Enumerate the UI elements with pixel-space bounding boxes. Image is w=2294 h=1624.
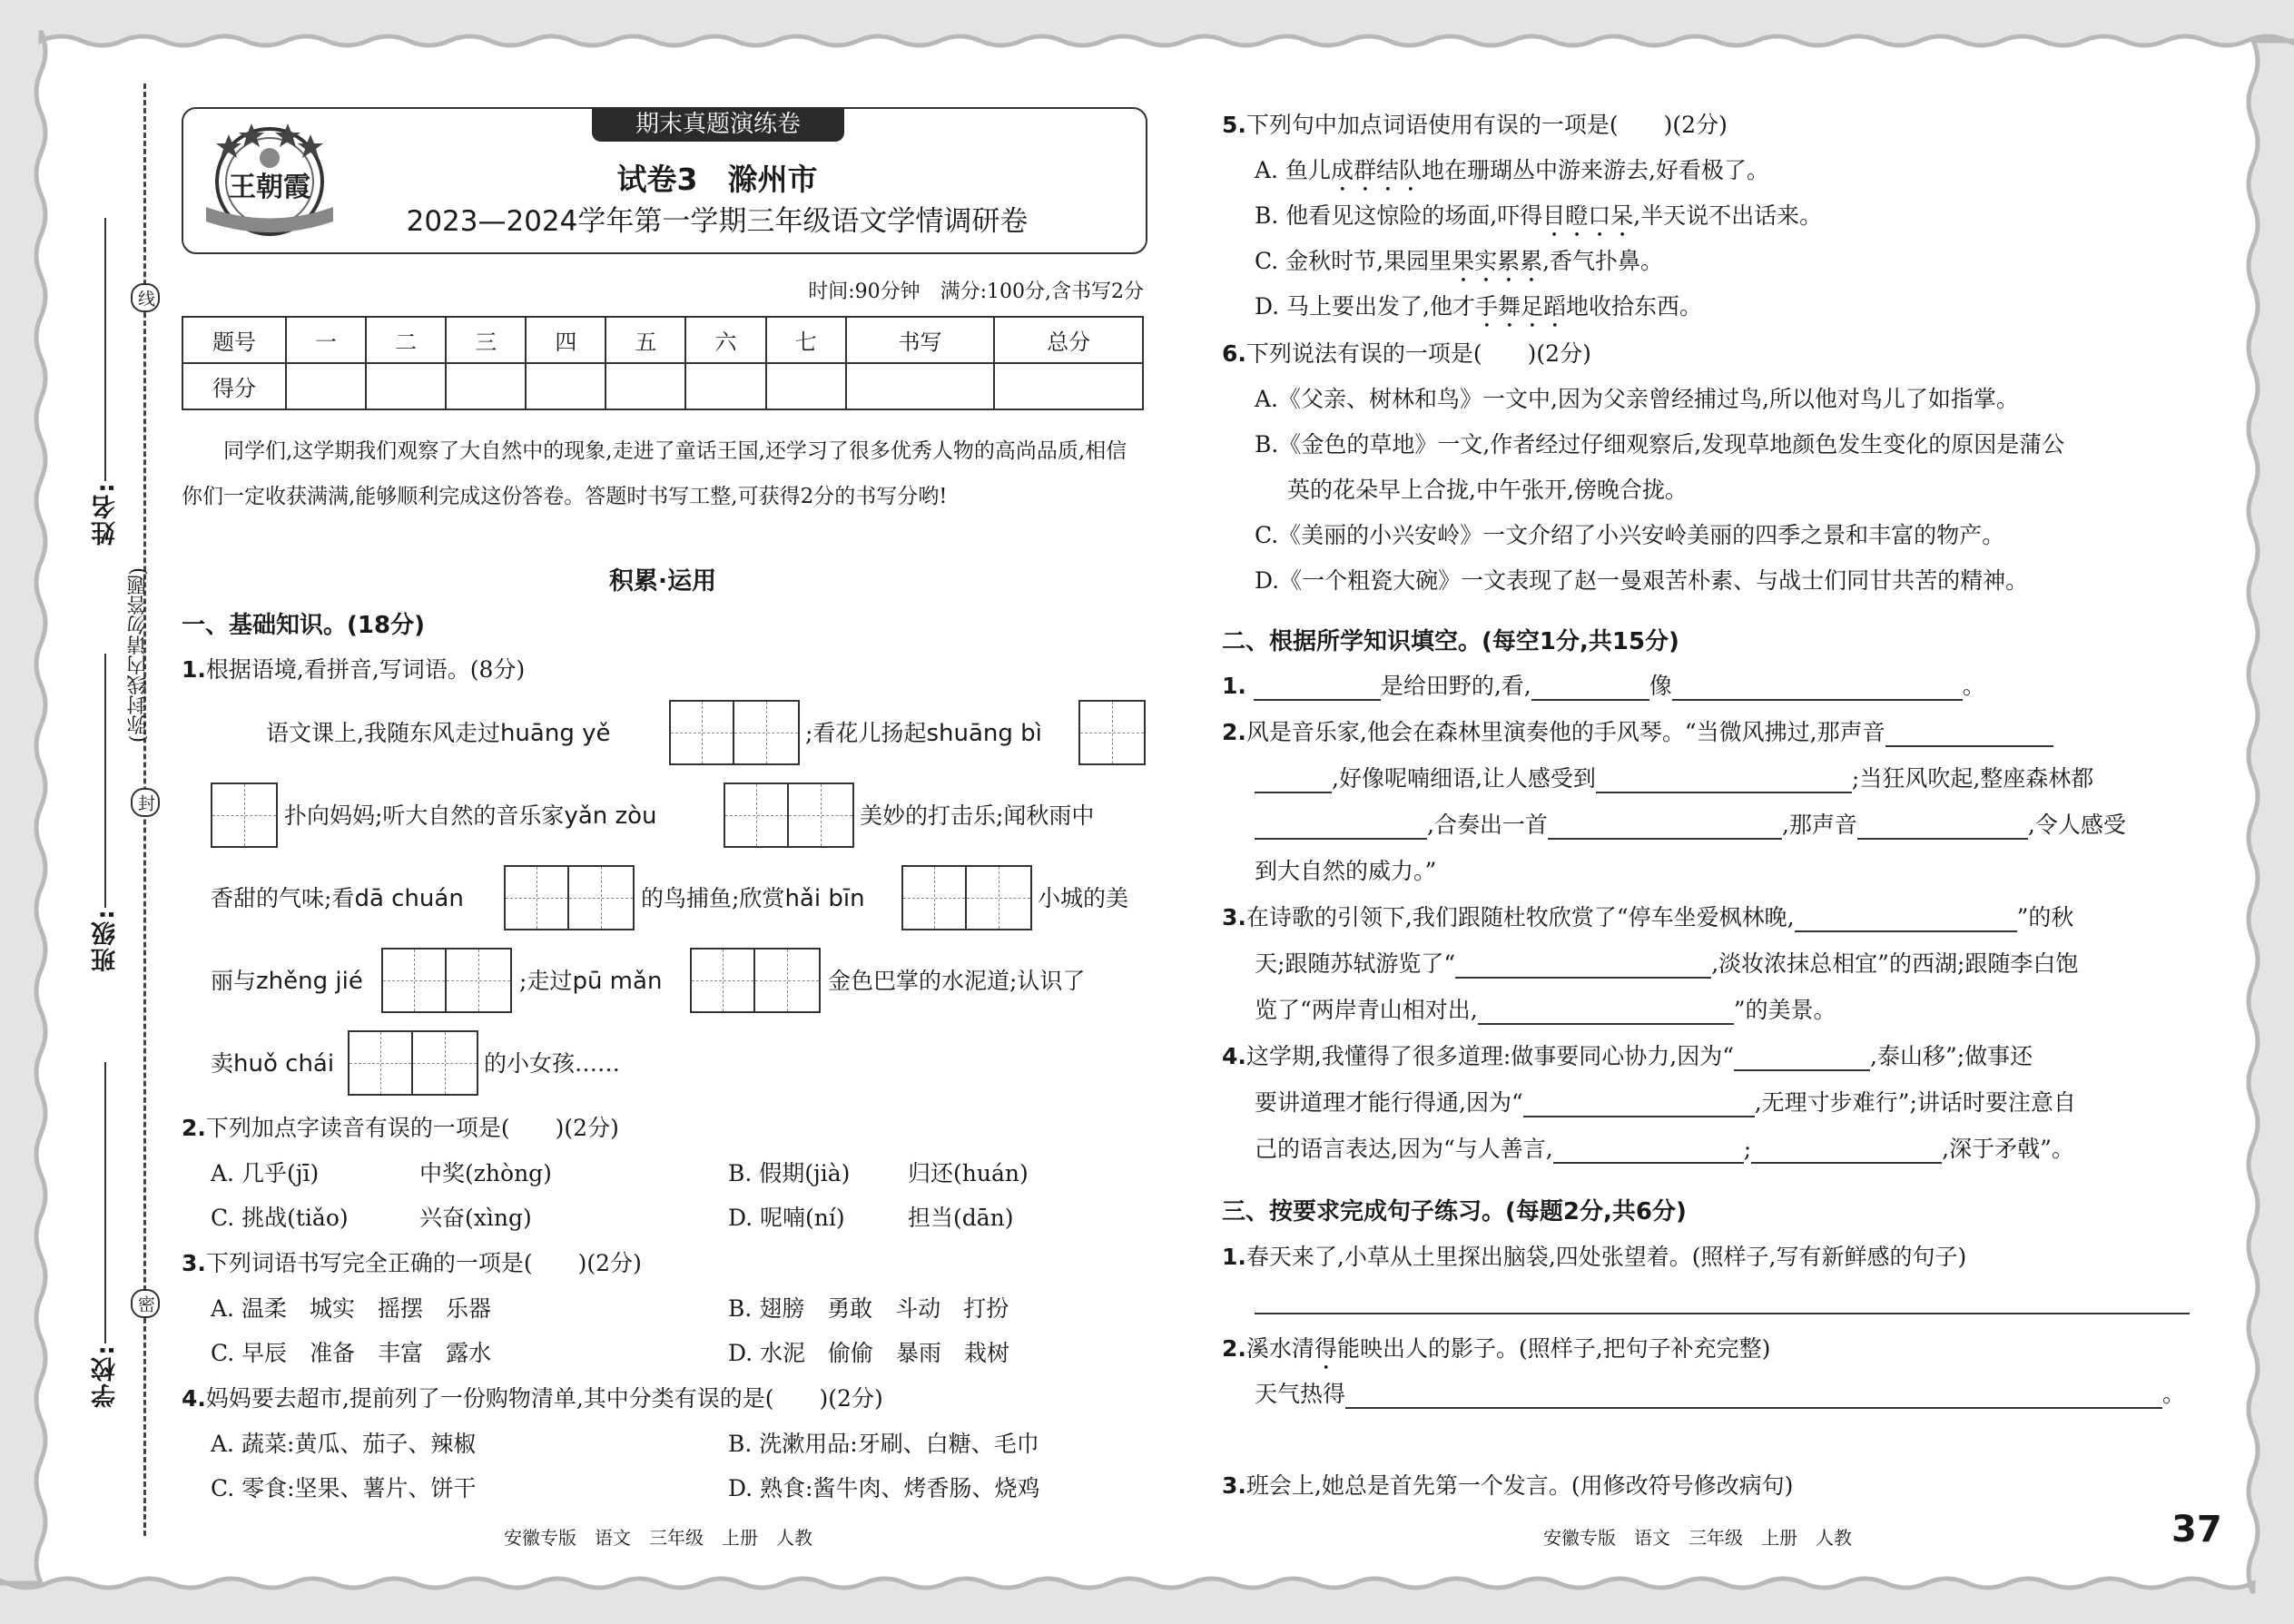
q6-stem: 下列说法有误的一项是( )(2分) [1245, 340, 1591, 367]
char-box-8[interactable] [348, 1030, 478, 1096]
exam-subtitle: 2023—2024学年第一学期三年级语文学情调研卷 [406, 205, 1029, 238]
score-header-cell: 书写 [846, 317, 995, 363]
pinyin-1: huāng yě [499, 720, 611, 747]
fill-blank[interactable] [1885, 722, 2053, 747]
char-box-2[interactable] [1078, 700, 1146, 765]
fill-blank[interactable] [1548, 814, 1782, 840]
q3-option-c[interactable]: C. 早辰 准备 丰富 露水 [211, 1340, 492, 1366]
q2-option-d2: 担当(dān) [908, 1205, 1014, 1231]
exam-meta: 时间:90分钟 满分:100分,含书写2分 [808, 281, 1144, 303]
score-table [182, 316, 1144, 410]
q4-option-d[interactable]: D. 熟食:酱牛肉、烤香肠、烧鸡 [728, 1475, 1040, 1501]
name-label: 姓名: [92, 481, 120, 546]
q3-stem: 下列词语书写完全正确的一项是( )(2分) [205, 1250, 642, 1276]
q1-line1a: 语文课上,我随东风走过huāng yě [266, 720, 611, 747]
p2-q4-line1: 4.这学期,我懂得了很多道理:做事要同心协力,因为“ ,泰山移”;做事还 [1222, 1043, 2033, 1069]
score-header-cell: 题号 [182, 317, 286, 363]
score-cell[interactable] [286, 363, 366, 409]
q5-option-d[interactable]: D. 马上要出发了,他才手舞足蹈地收拾东西。 [1255, 293, 1703, 320]
score-header-cell: 五 [605, 317, 685, 363]
char-box-3[interactable] [724, 782, 854, 848]
p2-q4-line2: 要讲道理才能行得通,因为“ ,无理寸步难行”;讲话时要注意自 [1255, 1089, 2076, 1116]
q1-line3a: 香甜的气味;看dā chuán [211, 885, 464, 912]
p2-q2-line4: 到大自然的威力。” [1255, 858, 1437, 884]
fill-blank[interactable] [1523, 1092, 1755, 1117]
p2-q1: 1. 是给田野的,看, 像 。 [1222, 673, 1985, 699]
fill-blank[interactable] [1734, 1046, 1870, 1071]
intro-paragraph: 同学们,这学期我们观察了大自然中的现象,走进了童话王国,还学习了很多优秀人物的高尚品质,相信你们一定收获满满,能够顺利完成这份答卷。答题时书写工整,可获得2分的书写分哟! [182, 439, 1127, 508]
q1-line5b: 的小女孩…… [484, 1050, 621, 1077]
score-cell[interactable] [526, 363, 605, 409]
fill-blank[interactable] [1254, 675, 1381, 701]
answer-line[interactable] [1255, 1313, 2190, 1314]
q1-line3b: 的鸟捕鱼;欣赏hǎi bīn [641, 885, 865, 912]
q2-option-b1[interactable]: B. 假期(jià) [728, 1160, 851, 1186]
p2-q2-line1: 2.风是音乐家,他会在森林里演奏他的手风琴。“当微风拂过,那声音 [1222, 714, 2053, 747]
pinyin-4: dā chuán [354, 885, 464, 912]
q1-line3c: 小城的美 [1038, 885, 1129, 911]
dotted-word: 成群结队 [1330, 157, 1422, 183]
q5-option-b[interactable]: B. 他看见这惊险的场面,吓得目瞪口呆,半天说不出话来。 [1255, 202, 1823, 229]
q4-option-c[interactable]: C. 零食:坚果、薯片、饼干 [211, 1475, 477, 1501]
fill-blank[interactable] [1255, 814, 1427, 840]
score-header-cell: 七 [766, 317, 846, 363]
pinyin-6: zhěng jié [256, 968, 363, 995]
p2-q2-line2: ,好像呢喃细语,让人感受到 ;当狂风吹起,整座森林都 [1255, 761, 2093, 793]
page-number: 37 [2171, 1509, 2222, 1550]
q6-option-a[interactable]: A.《父亲、树林和鸟》一文中,因为父亲曾经捕过鸟,所以他对鸟儿了如指掌。 [1255, 386, 2019, 412]
publisher-logo [202, 116, 338, 243]
fill-blank[interactable] [1531, 675, 1649, 701]
char-box-4[interactable] [504, 865, 635, 930]
q2-option-c2: 兴奋(xìng) [419, 1205, 532, 1231]
section-title: 积累·运用 [608, 567, 717, 595]
pinyin-2: shuāng bì [926, 720, 1042, 747]
school-label: 学校: [92, 1343, 120, 1408]
q3-option-b[interactable]: B. 翅膀 勇敢 斗动 打扮 [728, 1295, 1009, 1322]
fill-blank[interactable] [1478, 999, 1734, 1025]
name-field[interactable] [104, 218, 106, 481]
score-cell[interactable] [994, 363, 1143, 409]
school-field[interactable] [104, 1062, 106, 1343]
fill-blank[interactable] [1255, 768, 1332, 793]
class-field[interactable] [104, 654, 106, 908]
class-label: 班级: [92, 908, 120, 972]
fill-blank[interactable] [1455, 953, 1711, 979]
q6-option-b2: 英的花朵早上合拢,中午张开,傍晚合拢。 [1287, 477, 1688, 503]
score-cell[interactable] [846, 363, 995, 409]
q3-option-a[interactable]: A. 温柔 城实 摇摆 乐器 [211, 1295, 491, 1322]
char-box-2b[interactable] [211, 782, 278, 848]
p3-q3: 3.班会上,她总是首先第一个发言。(用修改符号修改病句) [1222, 1472, 1794, 1499]
dotted-word: 目瞪口呆 [1542, 202, 1634, 229]
score-header-cell: 二 [366, 317, 446, 363]
part3-heading: 三、按要求完成句子练习。(每题2分,共6分) [1222, 1198, 1687, 1225]
p2-q3-line3: 览了“两岸青山相对出, ”的美景。 [1255, 997, 1836, 1023]
char-box-6[interactable] [381, 948, 512, 1013]
q2-stem: 下列加点字读音有误的一项是( )(2分) [205, 1115, 619, 1141]
q3-number: 3. [182, 1250, 206, 1276]
score-header-cell: 四 [526, 317, 605, 363]
logo-text: 王朝霞 [229, 172, 310, 203]
part1-heading: 一、基础知识。(18分) [182, 612, 425, 639]
q1-line4a: 丽与zhěng jié [211, 968, 363, 995]
p2-q3-line1: 3.在诗歌的引领下,我们跟随杜牧欣赏了“停车坐爱枫林晚, ”的秋 [1222, 904, 2074, 930]
fill-blank[interactable] [1596, 768, 1852, 793]
q3-option-d[interactable]: D. 水泥 偷偷 暴雨 栽树 [728, 1340, 1010, 1366]
cut-label-feng: 封 [131, 788, 160, 817]
q1-line1b: ;看花儿扬起shuāng bì [805, 720, 1042, 747]
score-header-cell: 六 [685, 317, 765, 363]
dotted-word: 果实累累 [1452, 248, 1543, 274]
fill-blank[interactable] [1553, 1138, 1744, 1164]
q1-line4c: 金色巴掌的水泥道;认识了 [828, 968, 1086, 994]
cut-label-mi: 密 [131, 1289, 160, 1318]
q1-number: 1. [182, 656, 206, 683]
p2-q2-line3: ,合奏出一首 ,那声音 ,令人感受 [1255, 807, 2126, 840]
q6-number: 6. [1222, 340, 1246, 367]
fill-blank[interactable] [1672, 675, 1963, 701]
char-box-1[interactable] [669, 700, 800, 765]
score-table-score-row [182, 363, 1143, 409]
score-cell[interactable] [366, 363, 446, 409]
p3-q1: 1.春天来了,小草从土里探出脑袋,四处张望着。(照样子,写有新鲜感的句子) [1222, 1244, 1967, 1270]
q1-line4b: ;走过pū mǎn [519, 968, 663, 995]
char-box-5[interactable] [901, 865, 1032, 930]
q2-option-d1[interactable]: D. 呢喃(ní) [728, 1205, 845, 1231]
score-cell[interactable] [766, 363, 846, 409]
fill-blank[interactable] [1795, 907, 2017, 932]
no-answer-note: (弥封线内请勿答题) [127, 567, 150, 743]
footer-right: 安徽专版 语文 三年级 上册 人教 [1543, 1527, 1852, 1549]
score-cell[interactable] [605, 363, 685, 409]
q2-option-b2: 归还(huán) [908, 1160, 1029, 1186]
p2-q3-line2: 天;跟随苏轼游览了“ ,淡妆浓抹总相宜”的西湖;跟随李白饱 [1255, 950, 2079, 977]
score-header-cell: 总分 [994, 317, 1143, 363]
fill-blank[interactable] [1345, 1383, 2162, 1409]
score-table-header-row [182, 317, 1143, 363]
q4-option-a[interactable]: A. 蔬菜:黄瓜、茄子、辣椒 [211, 1431, 477, 1457]
char-box-7[interactable] [690, 948, 821, 1013]
cut-label-xian: 线 [131, 283, 160, 312]
q5-option-c[interactable]: C. 金秋时节,果园里果实累累,香气扑鼻。 [1255, 248, 1664, 274]
q1-line5a: 卖huǒ chái [211, 1050, 335, 1078]
pinyin-3: yǎn zòu [564, 802, 657, 830]
q2-option-a1[interactable]: A. 几乎(jī) [211, 1160, 320, 1186]
fill-blank[interactable] [1857, 814, 2028, 840]
dotted-word: 手舞足蹈 [1475, 293, 1567, 320]
dotted-word: 得 [1314, 1335, 1337, 1362]
pinyin-5: hǎi bīn [784, 885, 865, 912]
q1-stem: 根据语境,看拼音,写词语。(8分) [205, 656, 526, 683]
score-header-cell: 三 [446, 317, 526, 363]
q4-stem: 妈妈要去超市,提前列了一份购物清单,其中分类有误的是( )(2分) [205, 1385, 883, 1412]
q6-option-c[interactable]: C.《美丽的小兴安岭》一文介绍了小兴安岭美丽的四季之景和丰富的物产。 [1255, 522, 2005, 548]
q4-option-b[interactable]: B. 洗漱用品:牙刷、白糖、毛巾 [728, 1431, 1039, 1457]
q6-option-b1[interactable]: B.《金色的草地》一文,作者经过仔细观察后,发现草地颜色发生变化的原因是蒲公 [1255, 431, 2065, 458]
part2-heading: 二、根据所学知识填空。(每空1分,共15分) [1222, 628, 1679, 655]
q5-number: 5. [1222, 112, 1246, 138]
score-cell[interactable] [446, 363, 526, 409]
exam-title: 试卷3 滁州市 [616, 162, 818, 197]
q6-option-d[interactable]: D.《一个粗瓷大碗》一文表现了赵一曼艰苦朴素、与战士们同甘共苦的精神。 [1255, 567, 2029, 594]
score-cell[interactable] [685, 363, 765, 409]
q5-stem: 下列句中加点词语使用有误的一项是( )(2分) [1245, 112, 1728, 138]
p2-q4-line3: 己的语言表达,因为“与人善言, ; ,深于矛戟”。 [1255, 1136, 2074, 1162]
fill-blank[interactable] [1751, 1138, 1942, 1164]
q1-line2a: 扑向妈妈;听大自然的音乐家yǎn zòu [284, 802, 657, 830]
p3-q2: 2.溪水清得能映出人的影子。(照样子,把句子补充完整) [1222, 1335, 1771, 1362]
exam-type-banner: 期末真题演练卷 [592, 107, 844, 142]
q5-option-a[interactable]: A. 鱼儿成群结队地在珊瑚丛中游来游去,好看极了。 [1255, 157, 1769, 183]
p3-q2-fill: 天气热得 。 [1255, 1381, 2186, 1407]
q2-option-c1[interactable]: C. 挑战(tiǎo) [211, 1205, 349, 1231]
pinyin-8: huǒ chái [233, 1050, 335, 1078]
q2-option-a2: 中奖(zhòng) [419, 1160, 552, 1186]
score-header-cell: 一 [286, 317, 366, 363]
q4-number: 4. [182, 1385, 206, 1412]
q1-line2b: 美妙的打击乐;闻秋雨中 [860, 802, 1095, 829]
score-row-label: 得分 [182, 363, 286, 409]
footer-left: 安徽专版 语文 三年级 上册 人教 [504, 1527, 812, 1549]
q2-number: 2. [182, 1115, 206, 1141]
pinyin-7: pū mǎn [572, 968, 663, 995]
